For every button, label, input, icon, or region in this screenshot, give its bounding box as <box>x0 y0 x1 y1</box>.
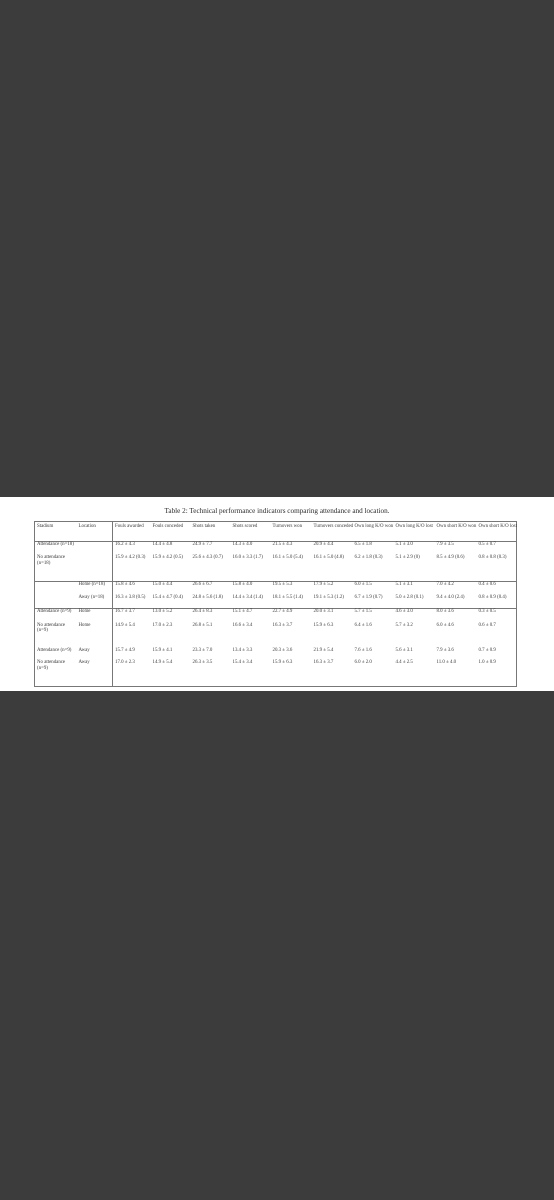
value-cell: 5.1 ± 2.9 (0) <box>394 555 435 581</box>
value-cell: 4.4 ± 2.5 <box>395 660 413 666</box>
value-cell: 23.3 ± 7.0 <box>192 647 213 653</box>
value-cell: 15.9 ± 6.3 <box>272 660 293 666</box>
value-cell: 21.9 ± 5.4 <box>313 647 334 653</box>
table-caption: Table 2: Technical performance indicators comparing attendance and location. <box>164 507 390 515</box>
header-stadium: Stadium <box>35 522 77 542</box>
value-cell: 15.9 ± 6.3 <box>313 622 334 628</box>
value-cell: 26.4 ± 8.3 <box>192 609 213 615</box>
value-cell: 20.9 ± 4.4 <box>313 542 334 547</box>
table-row <box>35 555 517 581</box>
value-cell: 15.9 ± 4.2 (0.5) <box>151 555 191 581</box>
value-cell: 15.7 ± 4.9 <box>115 647 135 653</box>
header-shots-scored: Shots scored <box>231 522 271 542</box>
value-cell: 16.3 ± 3.8 (0.5) <box>113 595 151 609</box>
value-cell: 15.4 ± 4.7 (0.4) <box>151 595 191 609</box>
value-cell: 13.4 ± 3.3 <box>232 647 253 653</box>
value-cell: 0.8 ± 0.8 (0.3) <box>477 555 517 581</box>
location-cell: Away (n=18) <box>77 595 113 609</box>
value-cell: 19.5 ± 5.3 <box>272 581 293 587</box>
value-cell: 17.0 ± 2.3 <box>115 660 135 666</box>
value-cell: 15.1 ± 4.7 <box>232 609 253 615</box>
value-cell: 7.9 ± 3.6 <box>436 647 454 653</box>
value-cell: 24.9 ± 7.7 <box>192 542 213 547</box>
value-cell: 24.8 ± 5.6 (1.8) <box>191 595 231 609</box>
value-cell: 7.9 ± 3.5 <box>436 542 454 547</box>
value-cell: 16.1 ± 5.0 (4.8) <box>312 555 353 581</box>
value-cell: 5.7 ± 3.2 <box>395 622 413 628</box>
value-cell: 0.8 ± 0.9 (0.4) <box>477 595 517 609</box>
location-cell: Home <box>77 609 113 623</box>
header-own-long-ko-lost: Own long K/O lost <box>394 522 435 542</box>
value-cell: 19.1 ± 5.3 (1.2) <box>312 595 353 609</box>
value-cell: 14.4 ± 4.8 <box>152 542 173 547</box>
value-cell: 6.2 ± 1.8 (0.3) <box>353 555 394 581</box>
value-cell: 16.6 ± 3.4 <box>232 622 253 628</box>
value-cell: 18.1 ± 5.5 (1.4) <box>271 595 312 609</box>
table-header-row <box>35 522 517 542</box>
value-cell: 17.0 ± 2.3 <box>152 622 173 628</box>
value-cell: 6.0 ± 1.5 <box>354 581 372 587</box>
table-row <box>35 581 517 595</box>
value-cell: 15.8 ± 4.0 <box>232 581 253 587</box>
stadium-cell: No attendance (n=18) <box>35 555 77 581</box>
value-cell: 8.5 ± 4.9 (0.6) <box>435 555 477 581</box>
location-cell: Away <box>77 660 113 686</box>
value-cell: 26.6 ± 6.7 <box>192 581 213 587</box>
value-cell: 26.8 ± 5.1 <box>192 622 213 628</box>
value-cell: 4.6 ± 3.0 <box>395 609 413 615</box>
value-cell: 20.3 ± 3.6 <box>272 647 293 653</box>
header-turnovers-won: Turnovers won <box>271 522 312 542</box>
value-cell: 15.9 ± 4.1 <box>152 647 173 653</box>
value-cell: 7.6 ± 1.6 <box>354 647 372 653</box>
value-cell: 1.0 ± 0.9 <box>478 660 496 666</box>
value-cell: 0.5 ± 0.7 <box>478 542 496 547</box>
value-cell: 5.1 ± 3.1 <box>395 581 413 587</box>
value-cell: 16.0 ± 3.3 (1.7) <box>231 555 271 581</box>
value-cell: 14.9 ± 5.4 <box>152 660 173 666</box>
stadium-cell <box>35 595 77 609</box>
value-cell: 16.7 ± 3.7 <box>115 609 135 615</box>
header-turnovers-conceded: Turnovers conceded <box>312 522 353 542</box>
value-cell: 15.0 ± 4.4 <box>152 581 173 587</box>
value-cell: 15.8 ± 4.6 <box>115 581 135 587</box>
value-cell: 21.5 ± 4.3 <box>272 542 293 547</box>
table-row <box>35 648 517 661</box>
value-cell: 22.7 ± 4.9 <box>272 609 293 615</box>
header-fouls-awarded: Fouls awarded <box>113 522 151 542</box>
value-cell: 0.4 ± 0.6 <box>478 581 496 587</box>
header-shots-taken: Shots taken <box>191 522 231 542</box>
header-location: Location <box>77 522 113 542</box>
value-cell: 5.7 ± 1.5 <box>354 609 372 615</box>
value-cell: 14.3 ± 4.0 <box>232 542 253 547</box>
header-own-short-ko-won: Own short K/O won <box>435 522 477 542</box>
document-page <box>0 497 554 691</box>
value-cell: 14.9 ± 5.4 <box>115 622 135 628</box>
header-fouls-conceded: Fouls conceded <box>151 522 191 542</box>
value-cell: 14.4 ± 3.4 (1.4) <box>231 595 271 609</box>
value-cell: 16.1 ± 5.0 (5.4) <box>271 555 312 581</box>
table-row <box>35 595 517 609</box>
value-cell: 5.1 ± 3.0 <box>395 542 413 547</box>
stadium-cell: No attendance (n=9) <box>37 622 66 634</box>
value-cell: 16.2 ± 4.3 <box>115 542 135 547</box>
value-cell: 13.0 ± 5.2 <box>152 609 173 615</box>
value-cell: 11.0 ± 4.0 <box>436 660 457 666</box>
location-cell <box>77 542 113 556</box>
value-cell: 6.0 ± 2.0 <box>354 660 372 666</box>
table-row <box>35 623 517 648</box>
stadium-cell: Attendance (n=18) <box>37 542 74 547</box>
stadium-cell: Attendance (n=9) <box>37 647 72 653</box>
table-row <box>35 609 517 623</box>
location-cell: Home <box>77 623 113 648</box>
value-cell: 6.0 ± 4.6 <box>436 622 454 628</box>
value-cell: 16.3 ± 3.7 <box>313 660 334 666</box>
value-cell: 15.9 ± 4.2 (0.3) <box>113 555 151 581</box>
location-cell: Home (n=18) <box>77 581 113 595</box>
value-cell: 6.5 ± 1.8 <box>354 542 372 547</box>
stadium-cell: No attendance (n=9) <box>37 660 66 671</box>
stadium-cell <box>35 581 77 595</box>
value-cell: 17.9 ± 5.2 <box>313 581 334 587</box>
value-cell: 5.0 ± 2.8 (0.1) <box>394 595 435 609</box>
location-cell <box>77 555 113 581</box>
value-cell: 8.0 ± 3.6 <box>436 609 454 615</box>
value-cell: 26.3 ± 3.5 <box>192 660 213 666</box>
value-cell: 9.4 ± 4.0 (2.4) <box>435 595 477 609</box>
value-cell: 25.6 ± 4.3 (0.7) <box>191 555 231 581</box>
table-row <box>35 660 517 686</box>
header-own-long-ko-won: Own long K/O won <box>353 522 394 542</box>
value-cell: 0.3 ± 0.5 <box>478 609 496 615</box>
value-cell: 5.6 ± 3.1 <box>395 647 413 653</box>
value-cell: 16.3 ± 3.7 <box>272 622 293 628</box>
header-own-short-ko-lost: Own short K/O lost <box>477 522 517 542</box>
table-row <box>35 542 517 556</box>
value-cell: 6.4 ± 1.6 <box>354 622 372 628</box>
value-cell: 6.7 ± 1.9 (0.7) <box>353 595 394 609</box>
value-cell: 20.0 ± 3.1 <box>313 609 334 615</box>
performance-table <box>34 521 517 687</box>
location-cell: Away <box>77 648 113 661</box>
stadium-cell: Attendance (n=9) <box>37 609 72 615</box>
value-cell: 0.6 ± 0.7 <box>478 622 496 628</box>
value-cell: 15.4 ± 3.4 <box>232 660 253 666</box>
value-cell: 7.0 ± 4.2 <box>436 581 454 587</box>
value-cell: 0.7 ± 0.9 <box>478 647 496 653</box>
